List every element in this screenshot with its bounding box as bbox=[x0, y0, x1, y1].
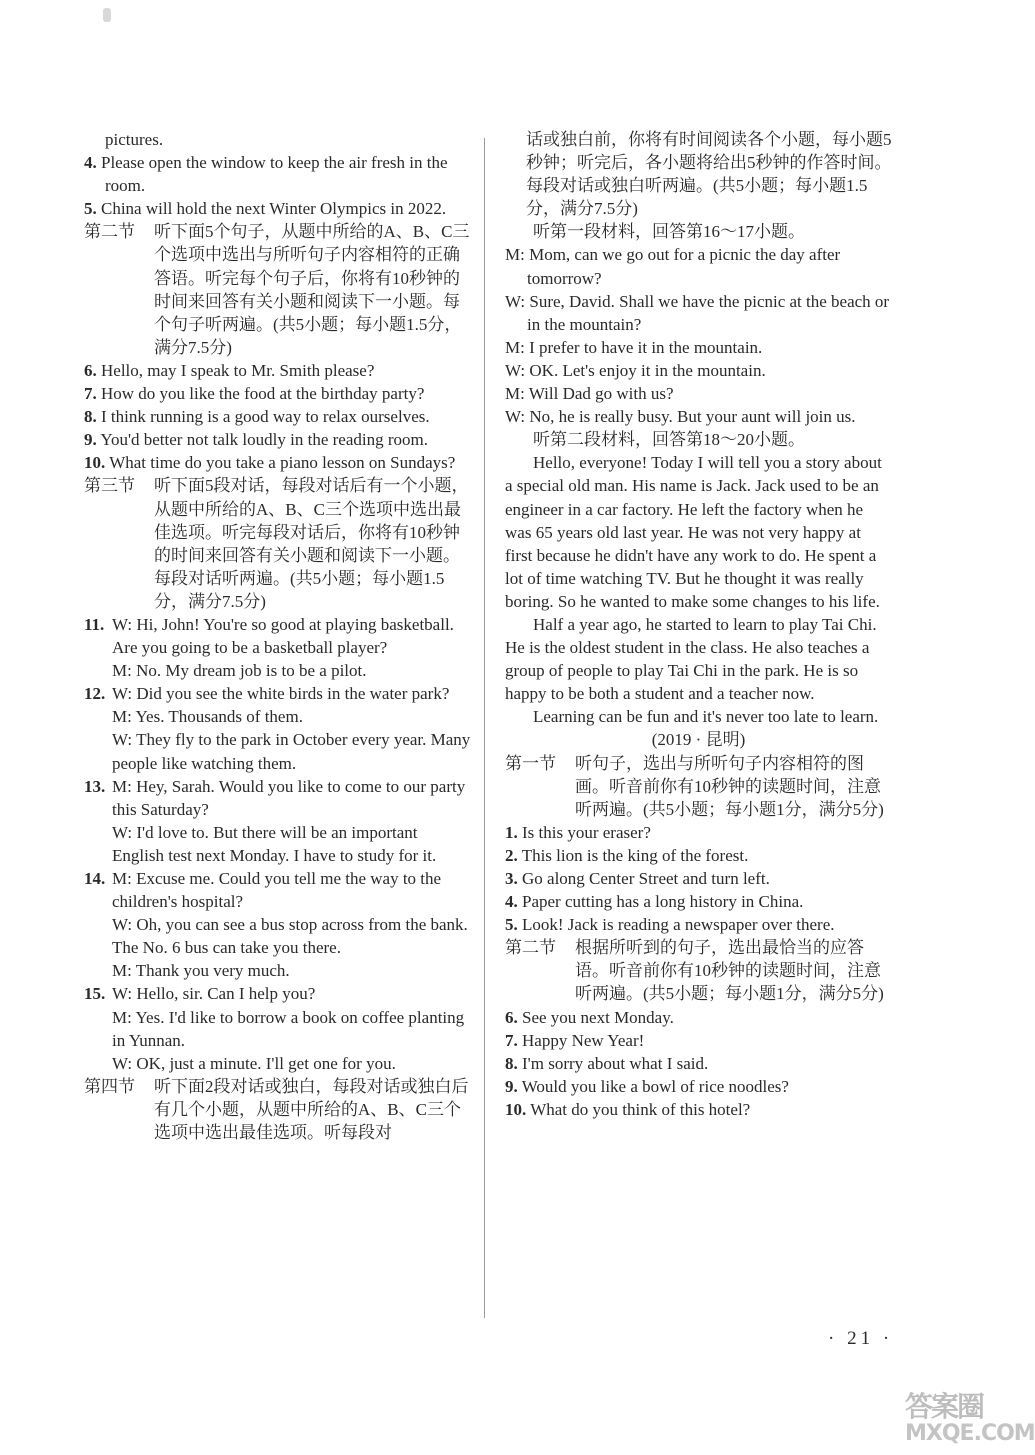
item-number: 6. bbox=[505, 1007, 518, 1027]
item-number: 7. bbox=[84, 384, 97, 404]
dialogue-line: M: Yes. I'd like to borrow a book on coffee planting in Yunnan. bbox=[112, 1007, 465, 1050]
question-item bbox=[84, 428, 471, 451]
item-text: Paper cutting has a long history in China. bbox=[522, 892, 804, 912]
question-item bbox=[84, 451, 471, 474]
item-number: 8. bbox=[505, 1053, 518, 1073]
item-number: 5. bbox=[505, 915, 518, 935]
item-number: 9. bbox=[505, 1076, 518, 1096]
dialogue-line: W: Hello, sir. Can I help you? bbox=[112, 984, 316, 1004]
continued-text: pictures. bbox=[105, 130, 164, 149]
section-instructions: 听下面5段对话，每段对话后有一个小题，从题中所给的A、B、C三个选项中选出最佳选项。听完每段对话后，你将有10秒钟的时间来回答有关小题和阅读下一小题。每段对话听两遍。(共5小题；每小题1.5分，满分7.5分) bbox=[154, 476, 469, 611]
watermark-cn: 答案圈 bbox=[905, 1390, 984, 1423]
dialogue-item bbox=[84, 682, 471, 705]
section-heading bbox=[84, 220, 471, 359]
dialogue-line: M: Yes. Thousands of them. bbox=[112, 707, 303, 727]
item-text: Happy New Year! bbox=[522, 1030, 645, 1050]
paragraph: Hello, everyone! Today I will tell you a story about a special old man. His name is Jack. Jack used to be an engineer in a car factory. He left the factory when he was 65 years old last year. He was not very happy at first because he didn't have any work to do. He spent a lot of time watching TV. But he thought it was really boring. So he wanted to make some changes to his life. bbox=[505, 453, 882, 611]
dialogue-line: W: Sure, David. Shall we have the picnic at the beach or in the mountain? bbox=[505, 291, 890, 334]
dialogue-line: M: I prefer to have it in the mountain. bbox=[505, 337, 763, 357]
dialogue-line: M: Thank you very much. bbox=[112, 961, 290, 981]
item-text: Look! Jack is reading a newspaper over there. bbox=[522, 915, 835, 935]
question-item bbox=[84, 151, 471, 197]
dialogue-line: W: Did you see the white birds in the water park? bbox=[112, 684, 450, 704]
question-item bbox=[84, 405, 471, 428]
section-label: 第四节 bbox=[84, 1076, 135, 1096]
source-label: (2019 · 昆明) bbox=[651, 730, 746, 750]
item-number: 5. bbox=[84, 199, 97, 219]
question-item bbox=[505, 867, 892, 890]
item-text: Hello, may I speak to Mr. Smith please? bbox=[101, 360, 375, 380]
item-number: 1. bbox=[505, 822, 518, 842]
paragraph: 听第二段材料，回答第18～20小题。 bbox=[533, 430, 805, 450]
dialogue-line: M: Will Dad go with us? bbox=[505, 384, 674, 404]
item-number: 12. bbox=[84, 684, 106, 704]
paragraph: Half a year ago, he started to learn to play Tai Chi. He is the oldest student in the class. He also teaches a group of people to play Tai Chi in the park. He is so happy to be both a student and a teacher now. bbox=[505, 614, 877, 704]
page-number: · 21 · bbox=[828, 1328, 894, 1349]
item-number: 14. bbox=[84, 869, 106, 888]
section-label: 第一节 bbox=[505, 753, 556, 773]
item-number: 13. bbox=[84, 776, 106, 796]
question-item bbox=[505, 844, 892, 867]
section-heading bbox=[505, 752, 892, 821]
item-text: What time do you take a piano lesson on Sundays? bbox=[109, 453, 456, 473]
item-text: See you next Monday. bbox=[522, 1007, 674, 1027]
item-number: 11. bbox=[84, 614, 105, 634]
section-instructions: 听下面5个句子，从题中所给的A、B、C三个选项中选出与所听句子内容相符的正确答语。听完每个句子后，你将有10秒钟的时间来回答有关小题和阅读下一小题。每个句子听两遍。(共5小题；每小题1.5分，满分7.5分) bbox=[154, 222, 470, 357]
dialogue-line: W: OK, just a minute. I'll get one for you. bbox=[112, 1053, 396, 1073]
watermark-en: MXQE.COM bbox=[905, 1421, 1035, 1446]
item-text: This lion is the king of the forest. bbox=[521, 845, 749, 865]
dialogue-item bbox=[84, 613, 471, 659]
left-column bbox=[84, 128, 471, 1144]
item-text: I think running is a good way to relax ourselves. bbox=[101, 407, 430, 427]
item-number: 10. bbox=[84, 453, 106, 473]
item-number: 7. bbox=[505, 1030, 518, 1050]
continued-text: 话或独白前，你将有时间阅读各个小题，每小题5秒钟；听完后，各小题将给出5秒钟的作答时间。每段对话或独白听两遍。(共5小题；每小题1.5分，满分7.5分) bbox=[526, 130, 892, 219]
dialogue-item bbox=[84, 775, 471, 821]
item-text: I'm sorry about what I said. bbox=[522, 1053, 709, 1073]
question-item bbox=[505, 821, 892, 844]
item-text: Please open the window to keep the air fresh in the room. bbox=[101, 153, 448, 196]
item-number: 9. bbox=[84, 430, 97, 450]
item-number: 2. bbox=[505, 845, 518, 865]
question-item bbox=[505, 1029, 892, 1052]
dialogue-line: M: Excuse me. Could you tell me the way to the children's hospital? bbox=[112, 869, 442, 912]
question-item bbox=[505, 1075, 892, 1098]
question-item bbox=[505, 1052, 892, 1075]
scan-mark bbox=[103, 8, 111, 22]
section-label: 第三节 bbox=[84, 476, 135, 496]
question-item bbox=[84, 359, 471, 382]
dialogue-line: W: I'd love to. But there will be an important English test next Monday. I have to study for it. bbox=[112, 822, 437, 865]
question-item bbox=[505, 1098, 892, 1121]
item-text: Is this your eraser? bbox=[522, 822, 651, 842]
item-text: Would you like a bowl of rice noodles? bbox=[521, 1076, 789, 1096]
question-item bbox=[505, 913, 892, 936]
item-number: 6. bbox=[84, 360, 97, 380]
item-number: 8. bbox=[84, 407, 97, 427]
dialogue-line: M: Mom, can we go out for a picnic the day after tomorrow? bbox=[505, 245, 841, 288]
item-number: 4. bbox=[84, 153, 97, 173]
item-number: 4. bbox=[505, 892, 518, 912]
paragraph: Learning can be fun and it's never too late to learn. bbox=[533, 707, 879, 727]
dialogue-line: M: Hey, Sarah. Would you like to come to our party this Saturday? bbox=[112, 776, 466, 819]
dialogue-line: W: No, he is really busy. But your aunt will join us. bbox=[505, 407, 856, 427]
dialogue-item bbox=[84, 867, 471, 913]
paragraph: 听第一段材料，回答第16～17小题。 bbox=[533, 222, 805, 242]
question-item bbox=[505, 890, 892, 913]
right-column bbox=[505, 128, 892, 1121]
dialogue-line: W: Hi, John! You're so good at playing basketball. Are you going to be a basketball player? bbox=[112, 614, 454, 658]
watermark-logo bbox=[905, 1385, 1035, 1450]
dialogue-line: W: Oh, you can see a bus stop across from the bank. The No. 6 bus can take you there. bbox=[112, 915, 468, 958]
dialogue-line: M: No. My dream job is to be a pilot. bbox=[112, 661, 367, 681]
question-item bbox=[84, 197, 471, 220]
section-instructions: 听句子，选出与所听句子内容相符的图画。听音前你有10秒钟的读题时间，注意听两遍。(共5小题；每小题1分，满分5分) bbox=[575, 753, 884, 819]
section-heading bbox=[84, 474, 471, 613]
dialogue-line: W: They fly to the park in October every year. Many people like watching them. bbox=[112, 730, 471, 773]
section-label: 第二节 bbox=[505, 938, 556, 958]
question-item bbox=[84, 382, 471, 405]
item-text: China will hold the next Winter Olympics in 2022. bbox=[101, 199, 447, 219]
item-text: Go along Center Street and turn left. bbox=[522, 869, 770, 888]
question-item bbox=[505, 1006, 892, 1029]
section-label: 第二节 bbox=[84, 222, 135, 242]
dialogue-line: W: OK. Let's enjoy it in the mountain. bbox=[505, 360, 766, 380]
item-number: 10. bbox=[505, 1099, 527, 1119]
item-number: 3. bbox=[505, 869, 518, 888]
item-text: What do you think of this hotel? bbox=[530, 1099, 751, 1119]
section-heading bbox=[84, 1075, 471, 1144]
column-divider bbox=[484, 138, 485, 1318]
dialogue-item bbox=[84, 982, 471, 1005]
item-text: How do you like the food at the birthday party? bbox=[101, 384, 425, 404]
section-instructions: 听下面2段对话或独白，每段对话或独白后有几个小题，从题中所给的A、B、C三个选项中选出最佳选项。听每段对 bbox=[154, 1076, 469, 1143]
section-instructions: 根据所听到的句子，选出最恰当的应答语。听音前你有10秒钟的读题时间，注意听两遍。(共5小题；每小题1分，满分5分) bbox=[575, 938, 884, 1004]
section-heading bbox=[505, 936, 892, 1005]
item-text: You'd better not talk loudly in the reading room. bbox=[100, 430, 428, 450]
item-number: 15. bbox=[84, 984, 106, 1004]
